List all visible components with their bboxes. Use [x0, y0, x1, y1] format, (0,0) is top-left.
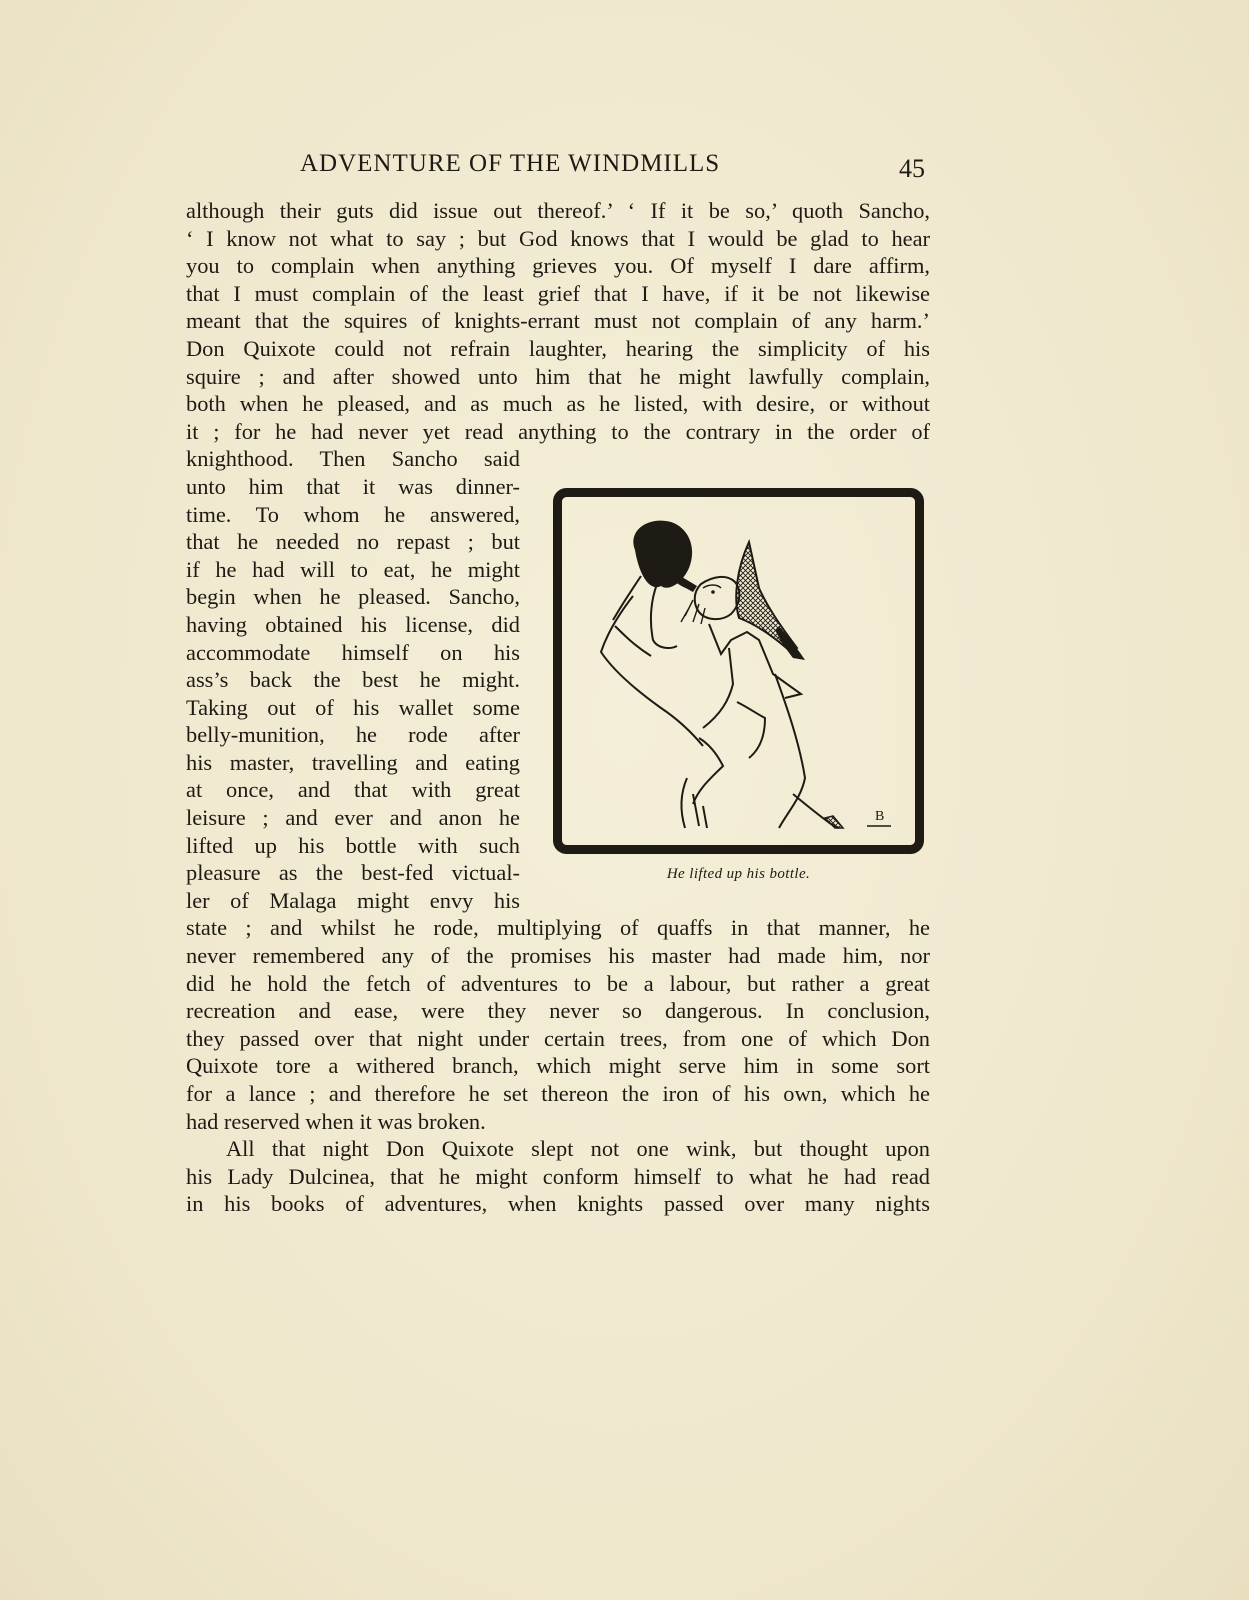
text-line: his Lady Dulcinea, that he might conform himself to what he had read — [186, 1163, 930, 1189]
text-line: ass’s back the best he might. — [186, 667, 520, 693]
text-line: accommodate himself on his — [186, 639, 520, 665]
text-line: ler of Malaga might envy his — [186, 887, 520, 913]
text-line: belly-munition, he rode after — [186, 722, 520, 748]
text-line: in his books of adventures, when knights passed over many nights — [186, 1191, 930, 1217]
text-line: squire ; and after showed unto him that he might lawfully complain, — [186, 363, 930, 389]
figure-caption: He lifted up his bottle. — [666, 866, 811, 882]
text-line: leisure ; and ever and anon he — [186, 805, 520, 831]
illustration-sancho-drinking-icon — [553, 488, 924, 854]
page-header — [300, 150, 940, 190]
page-number: 45 — [899, 154, 925, 183]
text-line: knighthood. Then Sancho said — [186, 446, 520, 472]
text-line: never remembered any of the promises his master had made him, nor — [186, 943, 930, 969]
text-line: pleasure as the best-fed victual- — [186, 860, 520, 886]
text-line: meant that the squires of knights-errant must not complain of any harm.’ — [186, 308, 930, 334]
text-line: Don Quixote could not refrain laughter, hearing the simplicity of his — [186, 335, 930, 361]
text-line: you to complain when anything grieves you. Of myself I dare affirm, — [186, 253, 930, 279]
text-line: time. To whom he answered, — [186, 501, 520, 527]
text-line: that I must complain of the least grief that I have, if it be not likewise — [186, 280, 930, 306]
text-line: Quixote tore a withered branch, which might serve him in some sort — [186, 1053, 930, 1079]
text-line: his master, travelling and eating — [186, 749, 520, 775]
running-head: ADVENTURE OF THE WINDMILLS — [300, 150, 721, 177]
text-line: they passed over that night under certain trees, from one of which Don — [186, 1025, 930, 1051]
text-line: did he hold the fetch of adventures to be a labour, but rather a great — [186, 970, 930, 996]
artist-monogram: B — [875, 809, 885, 824]
text-line: state ; and whilst he rode, multiplying of quaffs in that manner, he — [186, 915, 930, 941]
text-line: recreation and ease, were they never so dangerous. In conclusion, — [186, 998, 930, 1024]
text-line: that he needed no repast ; but — [186, 529, 520, 555]
text-line: although their guts did issue out thereof.’ ‘ If it be so,’ quoth Sancho, — [186, 198, 930, 223]
text-line: All that night Don Quixote slept not one wink, but thought upon — [226, 1136, 930, 1162]
text-line: if he had will to eat, he might — [186, 556, 520, 582]
text-line: Taking out of his wallet some — [186, 694, 520, 720]
text-line: begin when he pleased. Sancho, — [186, 584, 520, 610]
figure — [553, 488, 924, 891]
text-line: unto him that it was dinner- — [186, 473, 520, 499]
text-line: lifted up his bottle with such — [186, 832, 520, 858]
text-line: ‘ I know not what to say ; but God knows that I would be glad to hear — [186, 225, 930, 251]
text-line: having obtained his license, did — [186, 611, 520, 637]
text-line: both when he pleased, and as much as he listed, with desire, or without — [186, 391, 930, 417]
text-line: it ; for he had never yet read anything to the contrary in the order of — [186, 418, 930, 444]
text-line: for a lance ; and therefore he set thereon the iron of his own, which he — [186, 1081, 930, 1106]
text-line: had reserved when it was broken. — [186, 1108, 486, 1134]
text-line: at once, and that with great — [186, 777, 520, 803]
